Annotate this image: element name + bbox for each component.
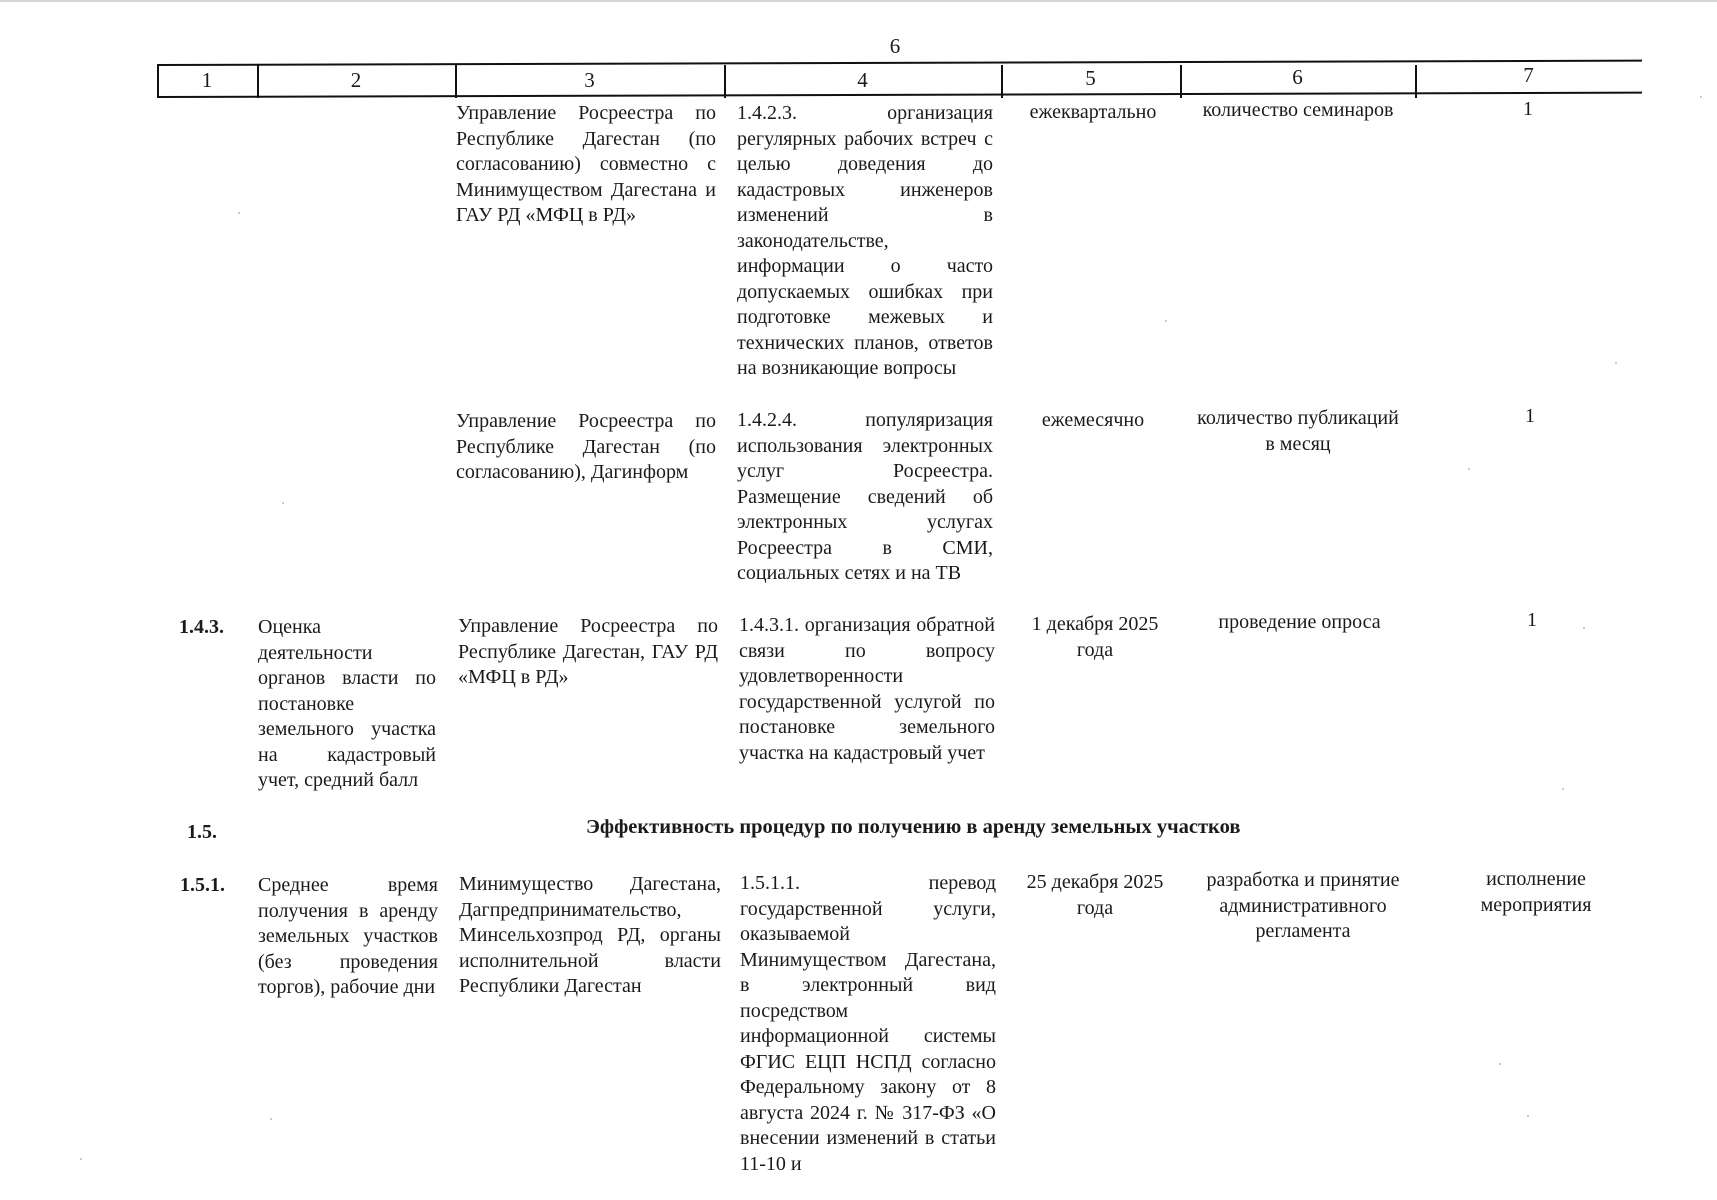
row-3-value: 1 (1527, 609, 1537, 631)
row-2-executor: Управление Росреестра по Республике Дагестан (по согласованию), Дагинформ (456, 410, 716, 483)
row-2-deadline: ежемесячно (1041, 409, 1145, 431)
row-3-executor: Управление Росреестра по Республике Дагестан, ГАУ РД «МФЦ в РД» (458, 615, 718, 688)
scan-speck (1527, 1115, 1529, 1117)
row-2-value: 1 (1525, 405, 1535, 427)
scan-speck (1165, 320, 1167, 322)
row-1-activity: 1.4.2.3. организация регулярных рабочих встреч с целью доведения до кадастровых инженеров изменений в законодательстве, информации о часто допускаемых ошибках при подготовке межевых и технических планов, ответов на возникающие вопросы (737, 102, 993, 379)
row-3-indicator-name: Оценка деятельности органов власти по постановке земельного участка на кадастровый учет, средний балл (258, 616, 436, 791)
header-col-1: 1 (201, 68, 213, 92)
row-4-number: 1.5.1. (180, 874, 225, 896)
row-1-deadline: ежеквартально (1029, 101, 1157, 123)
row-3-indicator: проведение опроса (1218, 611, 1381, 633)
row-1-value: 1 (1523, 98, 1533, 120)
scan-speck (80, 1158, 82, 1160)
header-col-3: 3 (584, 68, 595, 92)
row-4-deadline: 25 декабря 2025 года (1026, 871, 1164, 919)
header-col-6: 6 (1292, 65, 1303, 89)
row-3-activity: 1.4.3.1. организация обратной связи по вопросу удовлетворенности государственной услугой по постановке земельного участка на кадастровый учет (739, 614, 995, 764)
row-4-activity: 1.5.1.1. перевод государственной услуги, оказываемой Минимуществом Дагестана, в электронный вид посредством информационной системы ФГИС ЕЦП НСПД согласно Федеральному закону от 8 августа 2024 г. № 317-ФЗ «О внесении изменений в статьи 11-10 и (740, 872, 996, 1175)
header-col-5: 5 (1085, 66, 1096, 90)
row-4-executor: Минимущество Дагестана, Дагпредпринимательство, Минсельхозпрод РД, органы исполнительной власти Республики Дагестан (459, 873, 721, 997)
scan-speck (1700, 96, 1702, 98)
row-2-indicator: количество публикаций в месяц (1197, 407, 1399, 455)
row-3-number: 1.4.3. (179, 616, 224, 638)
row-1-indicator: количество семинаров (1202, 99, 1394, 121)
scan-speck (1615, 362, 1617, 364)
scan-speck (270, 1118, 272, 1120)
scan-speck (238, 212, 240, 214)
section-number: 1.5. (187, 821, 217, 843)
scan-speck (1468, 468, 1470, 470)
row-4-value: исполнение мероприятия (1480, 868, 1592, 916)
row-3-deadline: 1 декабря 2025 года (1031, 613, 1159, 661)
scan-speck (1499, 1063, 1501, 1065)
header-col-2: 2 (350, 68, 362, 92)
scan-speck (282, 502, 284, 504)
page-number: 6 (889, 34, 901, 58)
header-col-7: 7 (1523, 63, 1534, 87)
row-4-indicator-name: Среднее время получения в аренду земельных участков (без проведения торгов), рабочие дни (258, 874, 438, 998)
header-col-4: 4 (857, 68, 868, 92)
row-4-indicator: разработка и принятие административного регламента (1206, 869, 1400, 942)
header-bottom-border (157, 92, 1642, 98)
scan-speck (1562, 788, 1564, 790)
row-2-activity: 1.4.2.4. популяризация использования электронных услуг Росреестра. Размещение сведений об электронных услугах Росреестра в СМИ, социальных сетях и на ТВ (737, 409, 993, 584)
row-1-executor: Управление Росреестра по Республике Дагестан (по согласованию) совместно с Минимуществом Дагестана и ГАУ РД «МФЦ в РД» (456, 102, 716, 226)
scan-speck (1583, 627, 1585, 629)
section-title: Эффективность процедур по получению в аренду земельных участков (586, 816, 1241, 838)
table-header (0, 0, 1717, 110)
